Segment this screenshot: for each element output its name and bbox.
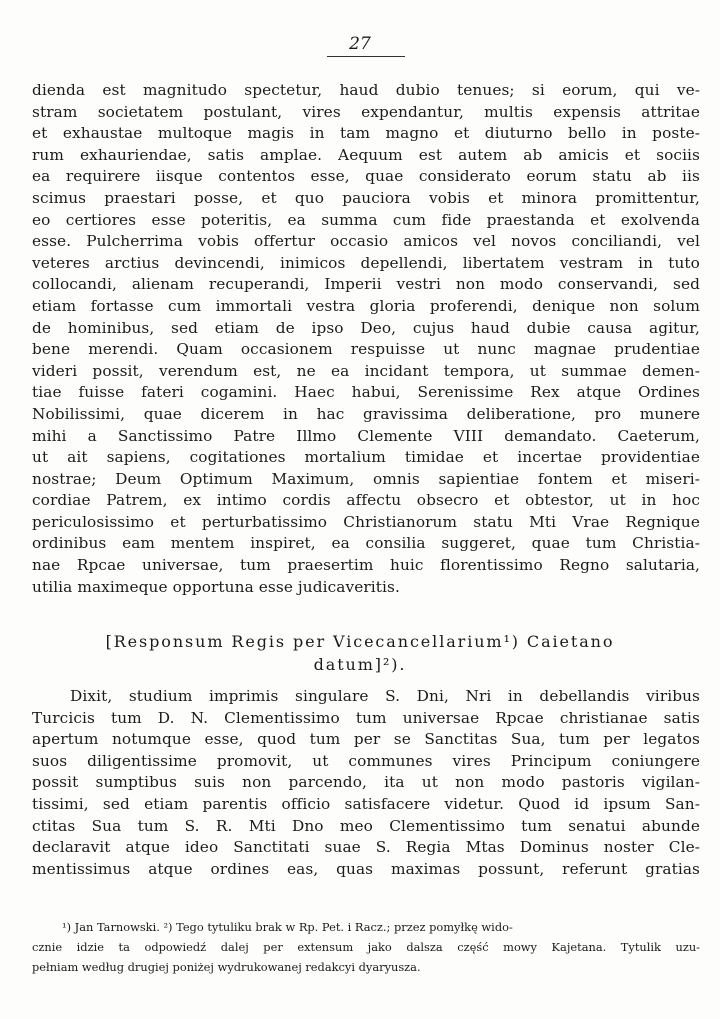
text-line: mihi a Sanctissimo Patre Illmo Clemente VIII demandato. Caeterum, (32, 426, 700, 445)
text-line: possit sumptibus suis non parcendo, ita ut non modo pastoris vigilan- (32, 773, 700, 792)
text-line: utilia maximeque opportuna esse judicaveritis. (32, 577, 400, 596)
text-line: et exhaustae multoque magis in tam magno et diuturno bello in poste- (32, 124, 700, 143)
text-line: declaravit atque ideo Sanctitati suae S. Regia Mtas Dominus noster Cle- (32, 838, 700, 857)
footnote-line: cznie idzie ta odpowiedź dalej per extensum jako dalsza część mowy Kajetana. Tytulik uzu- (32, 940, 700, 954)
text-line: collocandi, alienam recuperandi, Imperii vestri non modo conservandi, sed (32, 275, 700, 294)
text-line: videri possit, verendum est, ne ea incidant tempora, ut summae demen- (32, 361, 700, 380)
text-line: Nobilissimi, quae dicerem in hac gravissima deliberatione, pro munere (32, 404, 700, 423)
heading-line: [Responsum Regis per Vicecancellarium¹) Caietano (105, 632, 615, 651)
text-line: de hominibus, sed etiam de ipso Deo, cujus haud dubie causa agitur, (32, 318, 700, 337)
text-line: stram societatem postulant, vires expendantur, multis expensis attritae (32, 102, 700, 121)
text-line: tiae fuisse fateri cogamini. Haec habui, Serenissime Rex atque Ordines (32, 383, 700, 402)
text-line: ordinibus eam mentem inspiret, ea consilia suggeret, quae tum Christia- (32, 534, 700, 553)
page-number: 27 (0, 34, 720, 57)
text-line: suos diligentissime promovit, ut communes vires Principum coniungere (32, 751, 700, 770)
text-line: rum exhauriendae, satis amplae. Aequum est autem ab amicis et sociis (32, 145, 700, 164)
text-line: periculosissimo et perturbatissimo Christianorum statu Mti Vrae Regnique (32, 512, 700, 531)
text-line: ctitas Sua tum S. R. Mti Dno meo Clementissimo tum senatui abunde (32, 816, 700, 835)
section-heading (0, 630, 720, 676)
footnotes (32, 917, 700, 977)
text-line: eo certiores esse poteritis, ea summa cum fide praestanda et exolvenda (32, 210, 700, 229)
text-line: tissimi, sed etiam parentis officio satisfacere videtur. Quod id ipsum San- (32, 794, 700, 813)
text-line: bene merendi. Quam occasionem respuisse ut nunc magnae prudentiae (32, 340, 700, 359)
text-line: cordiae Patrem, ex intimo cordis affectu obsecro et obtestor, ut in hoc (32, 491, 700, 510)
text-line: nostrae; Deum Optimum Maximum, omnis sapientiae fontem et miseri- (32, 469, 700, 488)
text-line: scimus praestari posse, et quo pauciora vobis et minora promittentur, (32, 188, 700, 207)
text-line: veteres arctius devincendi, inimicos depellendi, libertatem vestram in tuto (32, 253, 700, 272)
text-line: nae Rpcae universae, tum praesertim huic florentissimo Regno salutaria, (32, 556, 700, 575)
footnote-line: pełniam według drugiej poniżej wydrukowanej redakcyi dyaryusza. (32, 960, 421, 974)
text-line: esse. Pulcherrima vobis offertur occasio amicos vel novos conciliandi, vel (32, 232, 700, 251)
text-line: Dixit, studium imprimis singulare S. Dni, Nri in debellandis viribus (70, 687, 700, 705)
text-line: ea requirere iisque contentos esse, quae considerato eorum statu ab iis (32, 167, 700, 186)
text-line: dienda est magnitudo spectetur, haud dubio tenues; si eorum, qui ve- (32, 81, 700, 99)
text-line: etiam fortasse cum immortali vestra gloria proferendi, denique non solum (32, 296, 700, 315)
body-paragraph (32, 80, 700, 598)
text-line: mentissimus atque ordines eas, quas maximas possunt, referunt gratias (32, 859, 700, 878)
text-line: Turcicis tum D. N. Clementissimo tum universae Rpcae christianae satis (32, 708, 700, 727)
reply-paragraph (32, 686, 700, 880)
heading-line: datum]²). (313, 655, 407, 674)
text-line: ut ait sapiens, cogitationes mortalium timidae et incertae providentiae (32, 448, 700, 467)
footnote-line: ¹) Jan Tarnowski. ²) Tego tytuliku brak w Rp. Pet. i Racz.; przez pomyłkę wido- (62, 920, 513, 934)
text-line: apertum notumque esse, quod tum per se Sanctitas Sua, tum per legatos (32, 730, 700, 749)
